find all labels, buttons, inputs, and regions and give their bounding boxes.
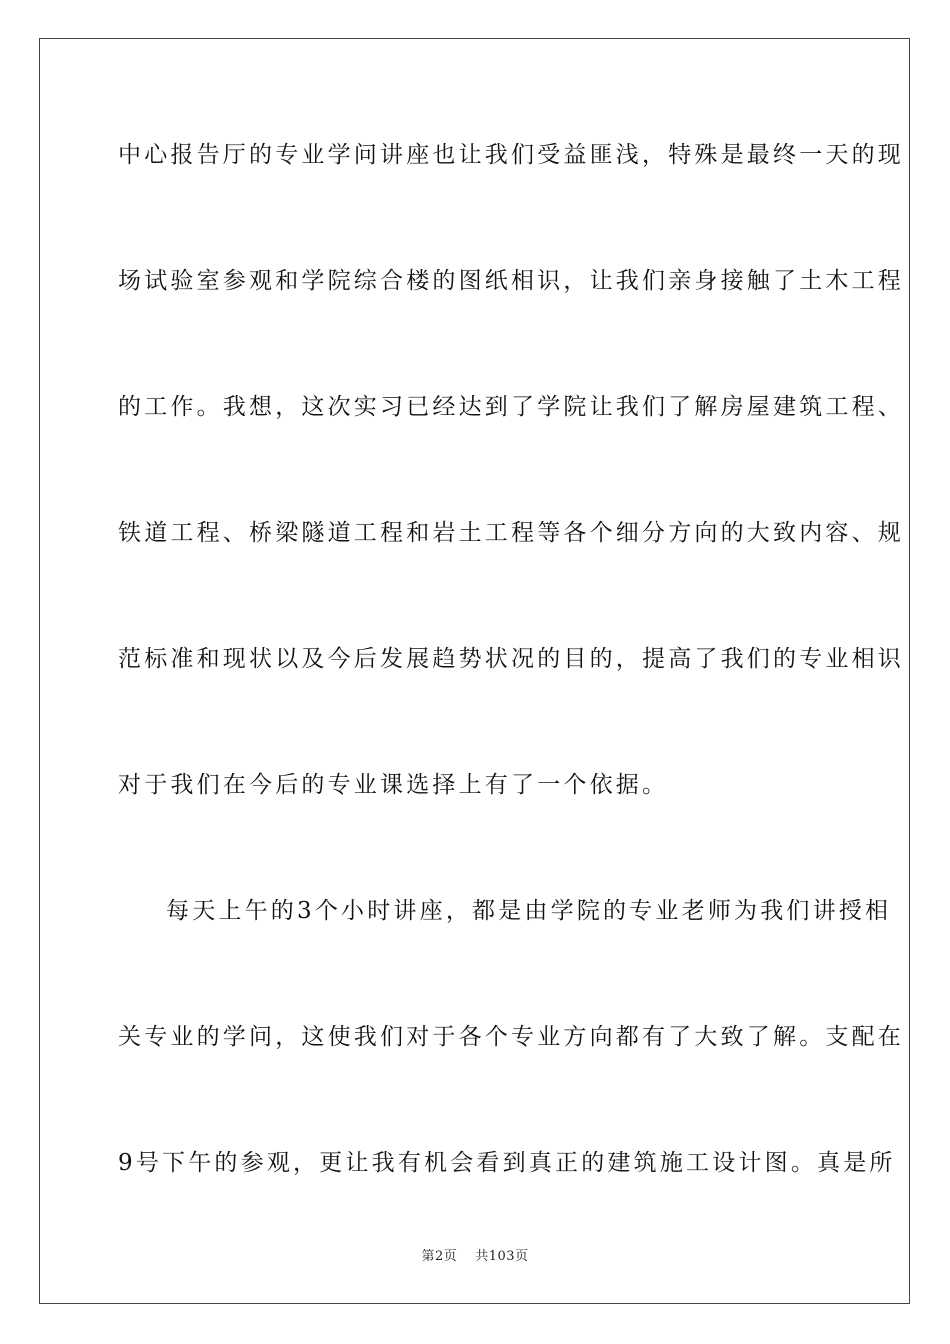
text-line: 范标准和现状以及今后发展趋势状况的目的，提高了我们的专业相识 <box>118 646 904 672</box>
text-line: 每天上午的3个小时讲座，都是由学院的专业老师为我们讲授相 <box>166 898 892 924</box>
page-total: 共103页 <box>475 1249 529 1264</box>
text-line: 的工作。我想，这次实习已经达到了学院让我们了解房屋建筑工程、 <box>118 394 904 420</box>
page-number: 第2页 <box>421 1249 458 1264</box>
text-line: 对于我们在今后的专业课选择上有了一个依据。 <box>118 772 669 798</box>
text-line: 场试验室参观和学院综合楼的图纸相识，让我们亲身接触了土木工程 <box>118 268 904 294</box>
page-footer <box>0 1245 950 1264</box>
text-line: 中心报告厅的专业学问讲座也让我们受益匪浅，特殊是最终一天的现 <box>118 142 904 168</box>
text-line: 铁道工程、桥梁隧道工程和岩土工程等各个细分方向的大致内容、规 <box>118 520 904 546</box>
text-line: 关专业的学问，这使我们对于各个专业方向都有了大致了解。支配在 <box>118 1024 904 1050</box>
document-body <box>118 124 904 1258</box>
text-line: 9号下午的参观，更让我有机会看到真正的建筑施工设计图。真是所 <box>118 1150 896 1176</box>
